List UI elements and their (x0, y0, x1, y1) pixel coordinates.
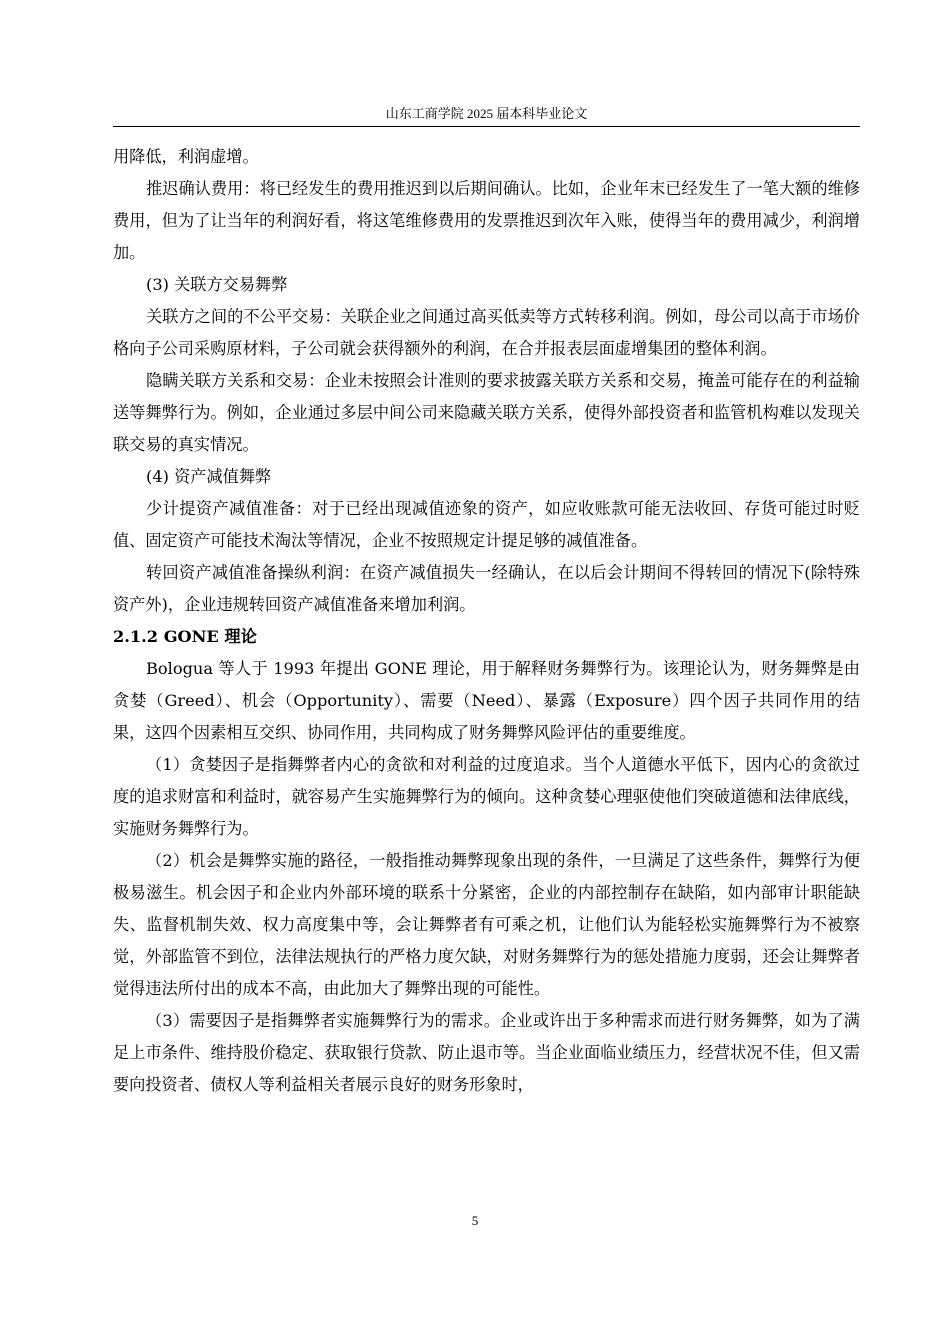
list-heading-related-party: (3) 关联方交易舞弊 (146, 275, 288, 294)
body-text (113, 141, 860, 1101)
paragraph-reversal: 转回资产减值准备操纵利润：在资产减值损失一经确认，在以后会计期间不得转回的情况下(除特殊资产外)，企业违规转回资产减值准备来增加利润。 (113, 563, 860, 614)
paragraph-opportunity: （2）机会是舞弊实施的路径，一般指推动舞弊现象出现的条件，一旦满足了这些条件，舞弊行为便极易滋生。机会因子和企业内外部环境的联系十分紧密，企业的内部控制存在缺陷，如内部审计职能缺失、监督机制失效、权力高度集中等，会让舞弊者有可乘之机，让他们认为能轻松实施舞弊行为不被察觉，外部监管不到位，法律法规执行的严格力度欠缺，对财务舞弊行为的惩处措施力度弱，还会让舞弊者觉得违法所付出的成本不高，由此加大了舞弊出现的可能性。 (113, 851, 860, 998)
paragraph-under-provision: 少计提资产减值准备：对于已经出现减值迹象的资产，如应收账款可能无法收回、存货可能过时贬值、固定资产可能技术淘汰等情况，企业不按照规定计提足够的减值准备。 (113, 499, 860, 550)
paragraph-need: （3）需要因子是指舞弊者实施舞弊行为的需求。企业或许出于多种需求而进行财务舞弊，如为了满足上市条件、维持股价稳定、获取银行贷款、防止退市等。当企业面临业绩压力，经营状况不佳，但又需要向投资者、债权人等利益相关者展示良好的财务形象时， (113, 1011, 860, 1094)
paragraph-gone-intro: Bologua 等人于 1993 年提出 GONE 理论，用于解释财务舞弊行为。该理论认为，财务舞弊是由贪婪（Greed）、机会（Opportunity）、需要（Need）、暴露（Exposure）四个因子共同作用的结果，这四个因素相互交织、协同作用，共同构成了财务舞弊风险评估的重要维度。 (113, 659, 860, 742)
running-header: 山东工商学院 2025 届本科毕业论文 (385, 106, 588, 121)
header-rule (113, 126, 860, 127)
list-heading-impairment: (4) 资产减值舞弊 (146, 467, 272, 486)
paragraph-defer-expense: 推迟确认费用：将已经发生的费用推迟到以后期间确认。比如，企业年末已经发生了一笔大额的维修费用，但为了让当年的利润好看，将这笔维修费用的发票推迟到次年入账，使得当年的费用减少，利润增加。 (113, 179, 860, 262)
page-number: 5 (471, 1213, 479, 1228)
paragraph-greed: （1）贪婪因子是指舞弊者内心的贪欲和对利益的过度追求。当个人道德水平低下，因内心的贪欲过度的追求财富和利益时，就容易产生实施舞弊行为的倾向。这种贪婪心理驱使他们突破道德和法律底线，实施财务舞弊行为。 (113, 755, 860, 838)
paragraph-continuation: 用降低，利润虚增。 (113, 147, 259, 166)
paragraph-unfair-trade: 关联方之间的不公平交易：关联企业之间通过高买低卖等方式转移利润。例如，母公司以高于市场价格向子公司采购原材料，子公司就会获得额外的利润，在合并报表层面虚增集团的整体利润。 (113, 307, 860, 358)
paragraph-conceal-related: 隐瞒关联方关系和交易：企业未按照会计准则的要求披露关联方关系和交易，掩盖可能存在的利益输送等舞弊行为。例如，企业通过多层中间公司来隐藏关联方关系，使得外部投资者和监管机构难以发现关联交易的真实情况。 (113, 371, 860, 454)
section-heading-gone: 2.1.2 GONE 理论 (113, 627, 257, 646)
